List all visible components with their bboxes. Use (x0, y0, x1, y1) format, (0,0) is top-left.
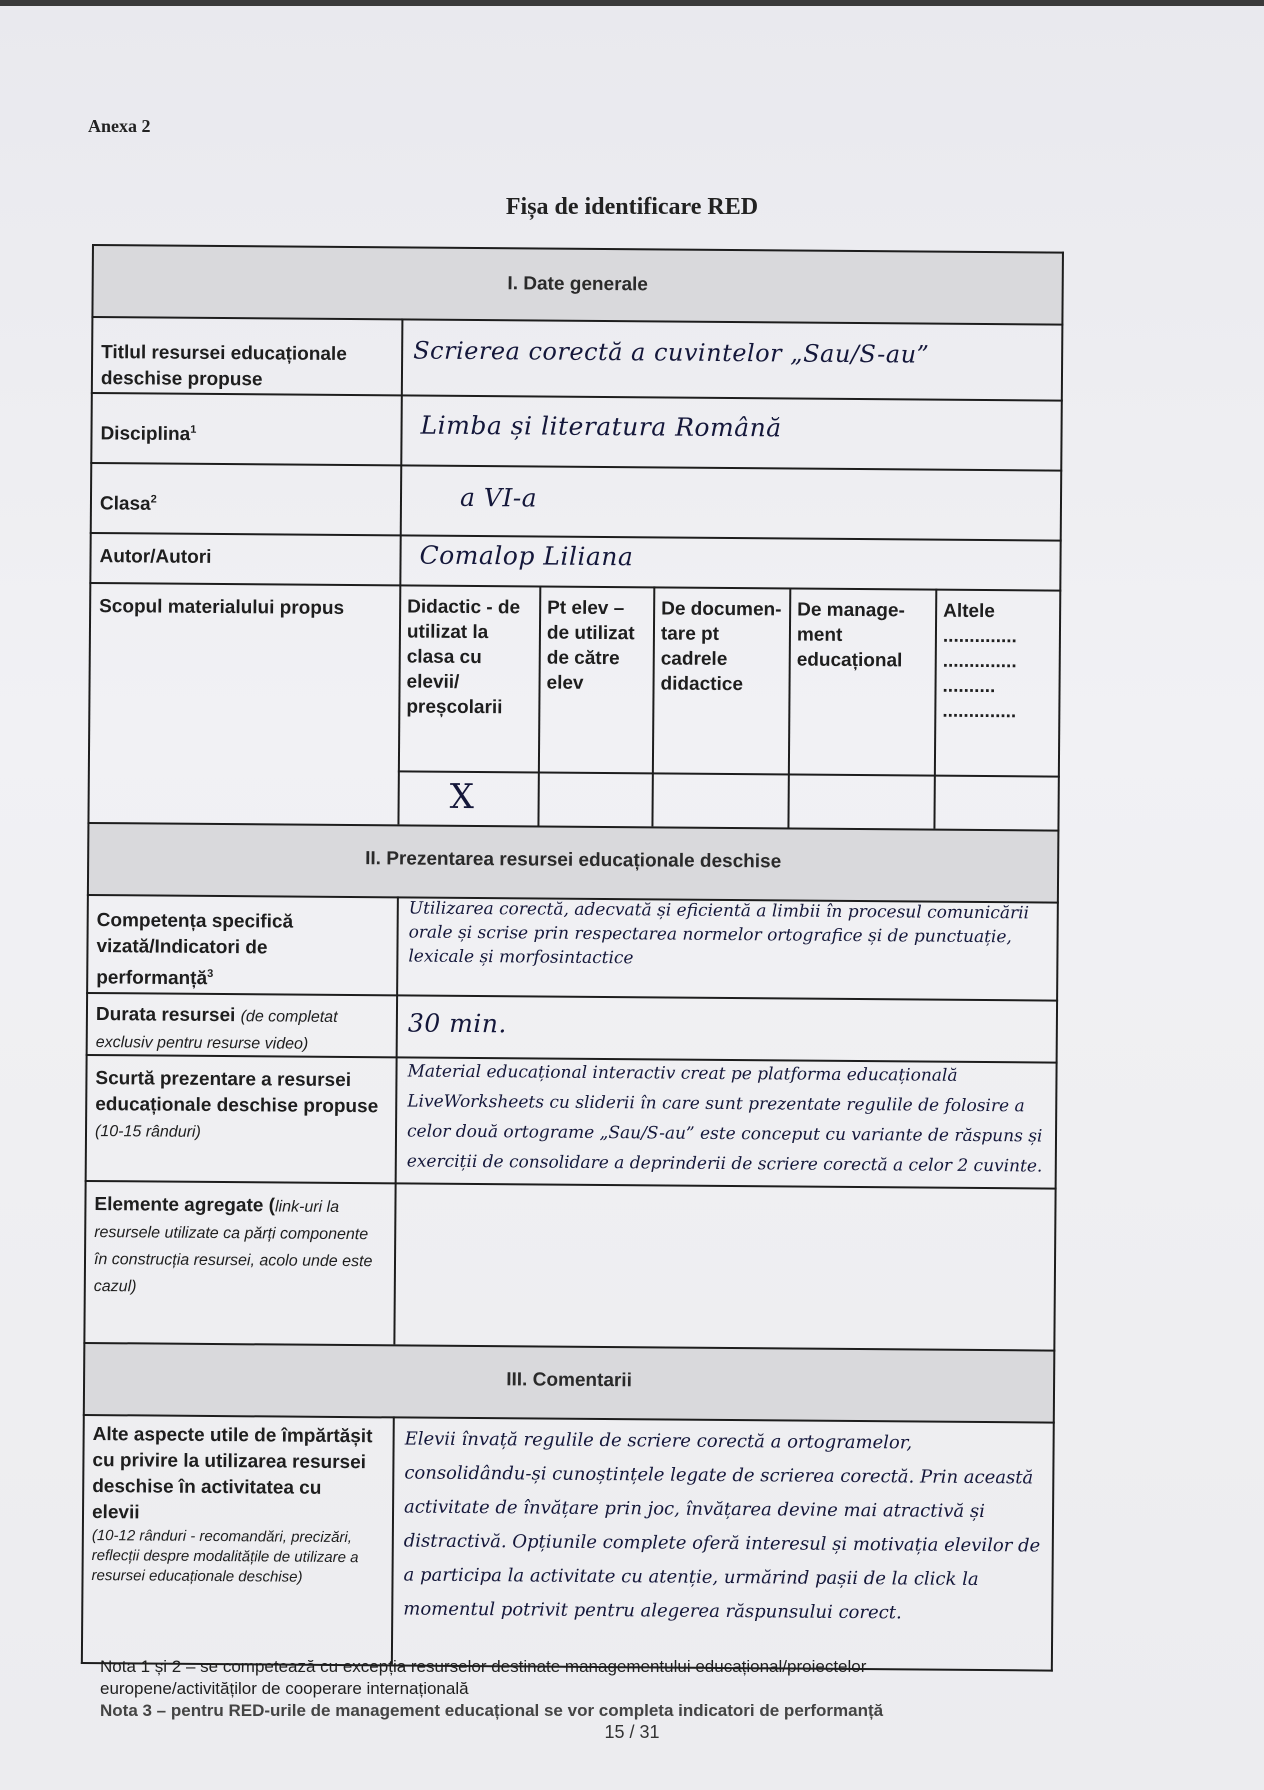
red-identification-table (81, 244, 1064, 1672)
scop-column-divider (787, 587, 791, 827)
row-divider (91, 392, 1063, 402)
clasa-label: Clasa$^2$ (99, 493, 157, 515)
competenta-label: Competența specifică vizată/Indicatori de performanță$^3$ (96, 910, 294, 990)
scop-option-management: De manage-ment educațional (796, 599, 905, 672)
scop-option-didactic: Didactic - de utilizat la clasa cu elevii/ preșcolarii (406, 596, 521, 719)
document-page (0, 6, 1264, 1790)
scop-option-documentare: De documen-tare pt cadrele didactice (660, 598, 782, 696)
titlu-label: Titlul resursei educaționale deschise propuse (100, 342, 347, 391)
row-divider (90, 532, 1062, 542)
scop-option-altele: Altele .............. .............. .......... .............. (942, 600, 1017, 723)
durata-value: 30 min. (407, 1008, 508, 1039)
page-number: 15 / 31 (604, 1722, 660, 1742)
row-divider (89, 582, 1061, 592)
section-2-title: II. Prezentarea resursei educaționale deschise (365, 848, 782, 873)
scop-check-didactic: X (449, 776, 475, 818)
footnote-3: Nota 3 – pentru RED-urile de management educațional se vor completa indicatori de performanță (100, 1701, 884, 1720)
footnotes (100, 1656, 1100, 1722)
column-divider (391, 1416, 395, 1664)
section-1-title: I. Date generale (507, 273, 648, 296)
alte-aspecte-label: Alte aspecte utile de împărtășit cu privire la utilizarea resursei deschise în activitatea cu elevii (10-12 rânduri - recomandări, precizări, reflecții despre modalitățile de utilizare a resursei educaționale deschise) (91, 1424, 373, 1586)
clasa-value: a VI-a (459, 482, 538, 513)
competenta-value: Utilizarea corectă, adecvată și eficientă a limbii în procesul comunicării orale și scrise prin respectarea normelor ortografice și de punctuație, lexicale și morfosintactice (408, 898, 1030, 969)
row-divider (90, 462, 1062, 472)
checkbox-row-divider (398, 770, 1060, 777)
column-divider (393, 896, 399, 1344)
elemente-label: Elemente agregate (link-uri la resursele utilizate ca părți componente în construcția resursei, acolo unde este cazul) (93, 1194, 373, 1296)
alte-aspecte-value: Elevii învață regulile de scriere corectă a ortogramelor, consolidându-și cunoștințele legate de scrierea corectă. Prin această activitate de învățare prin joc, învățarea devine mai atractivă și distractivă. Opțiunile complete oferă interesul și motivația elevilor de a participa la activitate cu atenție, urmărind pașii de la click la momentul potrivit pentru alegerea răspunsului corect. (403, 1428, 1041, 1624)
scurta-value: Material educațional interactiv creat pe platforma educațională LiveWorksheets cu sliderii în care sunt prezentate regulile de folosire a celor două ortograme „Sau/S-au” este conceput cu variante de răspuns și exerciții de consolidare a deprinderii de scriere corectă a celor 2 cuvinte. (406, 1061, 1043, 1177)
scop-label: Scopul materialului propus (99, 596, 345, 619)
autor-label: Autor/Autori (99, 546, 212, 568)
scop-column-divider (651, 586, 655, 826)
document-title: Fișa de identificare RED (505, 194, 759, 220)
durata-label: Durata resursei (de completat exclusiv pentru resurse video) (95, 1004, 338, 1053)
scop-option-elev: Pt elev – de utilizat de către elev (546, 597, 635, 694)
table-border-right (1051, 252, 1064, 1672)
autor-value: Comalop Liliana (419, 540, 634, 572)
footnote-1-2: Nota 1 și 2 – se competează cu excepția resurselor destinate managementului educațional/proiectelor europene/activităților de cooperare internațională (100, 1657, 867, 1698)
section-3-title: III. Comentarii (506, 1369, 632, 1392)
disciplina-label: Disciplina$^1$ (100, 423, 197, 446)
titlu-value: Scrierea corectă a cuvintelor „Sau/S-au” (413, 336, 930, 369)
scop-column-divider (933, 589, 937, 829)
annex-label: Anexa 2 (88, 116, 151, 136)
disciplina-value: Limba și literatura Română (420, 410, 782, 443)
scurta-label: Scurtă prezentare a resursei educaționale deschise propuse (10-15 rânduri) (94, 1068, 379, 1141)
scop-column-divider (537, 586, 541, 826)
